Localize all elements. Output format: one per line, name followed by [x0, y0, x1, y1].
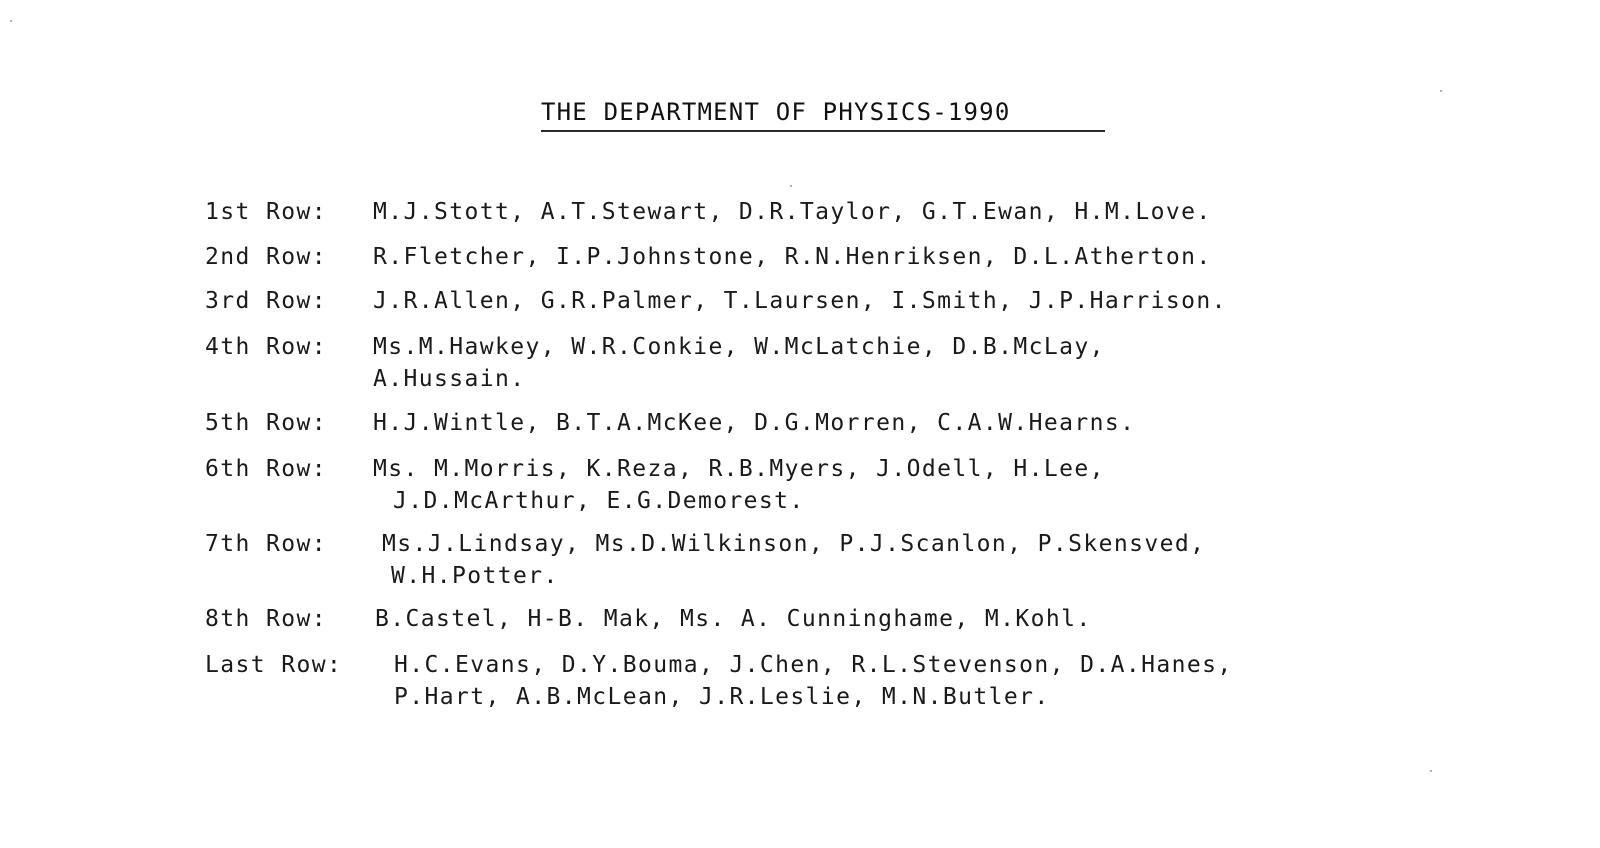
- row-label: 1st Row:: [205, 199, 327, 225]
- scan-speck: [1430, 770, 1432, 772]
- row-label: 7th Row:: [205, 531, 327, 557]
- row-names: R.Fletcher, I.P.Johnstone, R.N.Henriksen, D.L.Atherton.: [373, 244, 1212, 270]
- row-names: J.R.Allen, G.R.Palmer, T.Laursen, I.Smith, J.P.Harrison.: [373, 288, 1227, 314]
- row-label: 8th Row:: [205, 606, 327, 632]
- row-label: 3rd Row:: [205, 288, 327, 314]
- row-label: 4th Row:: [205, 334, 327, 360]
- scan-speck: [790, 185, 792, 187]
- title-underline: [541, 130, 1105, 132]
- row-names-continuation: W.H.Potter.: [391, 563, 559, 589]
- scan-speck: [1440, 90, 1442, 92]
- row-names-continuation: P.Hart, A.B.McLean, J.R.Leslie, M.N.Butler.: [394, 684, 1050, 710]
- scan-speck: [10, 20, 12, 22]
- row-names: Ms.J.Lindsay, Ms.D.Wilkinson, P.J.Scanlon, P.Skensved,: [382, 531, 1206, 557]
- row-names: Ms.M.Hawkey, W.R.Conkie, W.McLatchie, D.B.McLay,: [373, 334, 1105, 360]
- row-names-continuation: J.D.McArthur, E.G.Demorest.: [393, 488, 805, 514]
- row-label: 5th Row:: [205, 410, 327, 436]
- row-label: Last Row:: [205, 652, 343, 678]
- row-names: H.C.Evans, D.Y.Bouma, J.Chen, R.L.Stevenson, D.A.Hanes,: [394, 652, 1233, 678]
- row-names: Ms. M.Morris, K.Reza, R.B.Myers, J.Odell, H.Lee,: [373, 456, 1105, 482]
- row-names-continuation: A.Hussain.: [373, 366, 526, 392]
- document-title: THE DEPARTMENT OF PHYSICS-1990: [541, 98, 1011, 126]
- row-names: H.J.Wintle, B.T.A.McKee, D.G.Morren, C.A.W.Hearns.: [373, 410, 1136, 436]
- row-names: B.Castel, H-B. Mak, Ms. A. Cunninghame, M.Kohl.: [375, 606, 1092, 632]
- row-label: 6th Row:: [205, 456, 327, 482]
- row-names: M.J.Stott, A.T.Stewart, D.R.Taylor, G.T.Ewan, H.M.Love.: [373, 199, 1212, 225]
- row-label: 2nd Row:: [205, 244, 327, 270]
